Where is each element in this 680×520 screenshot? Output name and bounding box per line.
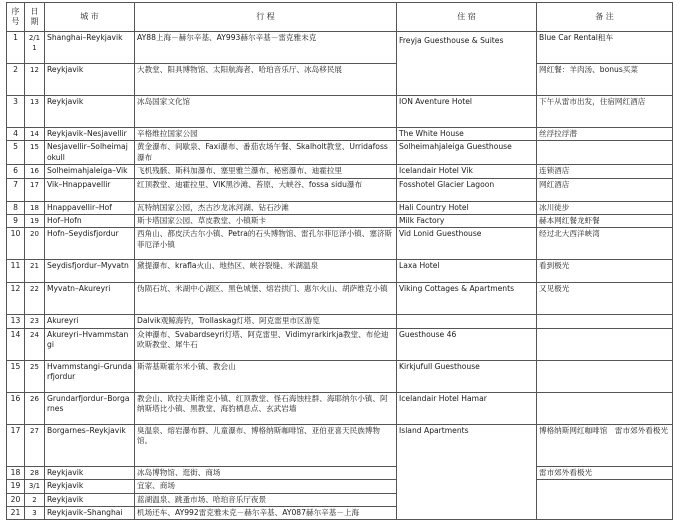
cell-note: 网红酒店	[537, 178, 673, 201]
cell-day: 14	[25, 128, 45, 141]
cell-day: 20	[25, 228, 45, 260]
cell-no: 9	[7, 215, 25, 228]
header-stay: 住 宿	[397, 3, 537, 32]
cell-city: Nesjavellir–Solheimajokull	[45, 141, 135, 165]
table-row	[7, 32, 673, 64]
cell-note: 连锁酒店	[537, 165, 673, 178]
cell-city: Grundarfjordur–Borgarnes	[45, 392, 135, 424]
cell-stay: Icelandair Hotel Vik	[397, 165, 537, 178]
cell-stay: Vid Lonid Guesthouse	[397, 228, 537, 260]
cell-city: Akureyri–Hvammstangi	[45, 328, 135, 360]
table-row	[7, 360, 673, 392]
cell-no: 3	[7, 96, 25, 128]
table-row	[7, 64, 673, 96]
cell-route: 蓝湖温泉、跳蚤市场、哈珀音乐厅夜景	[135, 493, 397, 506]
cell-route: 伪陨石坑、米湖中心湖区、黑色城堡、熔岩拱门、惠尔火山、胡萨维克小镇	[135, 283, 397, 315]
cell-no: 10	[7, 228, 25, 260]
cell-route: AY88上海－赫尔辛基、AY993赫尔辛基－雷克雅未克	[135, 32, 397, 64]
cell-note: 赫本网红餐龙虾餐	[537, 215, 673, 228]
cell-day: 18	[25, 201, 45, 214]
table-row	[7, 424, 673, 466]
cell-day: 17	[25, 178, 45, 201]
cell-no: 19	[7, 480, 25, 493]
cell-day: 22	[25, 283, 45, 315]
cell-day: 24	[25, 328, 45, 360]
cell-stay: Hali Country Hotel	[397, 201, 537, 214]
cell-stay: Fosshotel Glacier Lagoon	[397, 178, 537, 201]
cell-note	[537, 315, 673, 328]
cell-stay: Laxa Hotel	[397, 260, 537, 283]
cell-stay: Kirkjufull Guesthouse	[397, 360, 537, 392]
cell-stay: The White House	[397, 128, 537, 141]
cell-note	[537, 328, 673, 360]
cell-stay: Solheimahjaleiga Guesthouse	[397, 141, 537, 165]
cell-route: 臭温泉、熔岩瀑布群、儿童瀑布、博格纳斯咖啡馆、亚伯亚喜天民族博物馆。	[135, 424, 397, 466]
cell-day: 19	[25, 215, 45, 228]
cell-city: Reykjavik	[45, 96, 135, 128]
cell-route: 飞机残骸、斯科加瀑布、塞里雅兰瀑布、秘密瀑布、迪霍拉里	[135, 165, 397, 178]
cell-route: 黄金瀑布、间歇泉、Faxi瀑布、番茄农场午餐、Skalholt教堂、Urridafoss瀑布	[135, 141, 397, 165]
header-note: 备 注	[537, 3, 673, 32]
itinerary-table	[6, 2, 673, 520]
cell-no: 11	[7, 260, 25, 283]
table-row	[7, 141, 673, 165]
cell-city: Reykjavik–Shanghai	[45, 507, 135, 520]
cell-note: 看到极光	[537, 260, 673, 283]
cell-note	[537, 360, 673, 392]
cell-city: Akureyri	[45, 315, 135, 328]
cell-no: 4	[7, 128, 25, 141]
table-row	[7, 128, 673, 141]
cell-day: 16	[25, 165, 45, 178]
cell-stay: Icelandair Hotel Hamar	[397, 392, 537, 424]
cell-stay: Viking Cottages & Apartments	[397, 283, 537, 315]
table-row	[7, 392, 673, 424]
cell-note: Blue Car Rental租车	[537, 32, 673, 64]
cell-no: 6	[7, 165, 25, 178]
header-no: 序号	[7, 3, 25, 32]
cell-note	[537, 141, 673, 165]
header-route: 行 程	[135, 3, 397, 32]
cell-city: Reykjavik–Nesjavellir	[45, 128, 135, 141]
cell-day: 12	[25, 64, 45, 96]
cell-day: 28	[25, 466, 45, 479]
cell-route: Dalvik观鲸海钓，Trollaskag灯塔、阿克雷里市区游览	[135, 315, 397, 328]
table-row	[7, 328, 673, 360]
cell-day: 3/1	[25, 480, 45, 493]
cell-city: Seydisfjordur–Myvatn	[45, 260, 135, 283]
cell-stay: Milk Factory	[397, 215, 537, 228]
cell-route: 机场还车、AY992雷克雅未克－赫尔辛基、AY087赫尔辛基－上海	[135, 507, 397, 520]
cell-no: 15	[7, 360, 25, 392]
cell-no: 21	[7, 507, 25, 520]
table-row	[7, 283, 673, 315]
cell-city: Reykjavik	[45, 64, 135, 96]
cell-city: Hof–Hofn	[45, 215, 135, 228]
cell-note: 冰川徒步	[537, 201, 673, 214]
cell-city: Borgarnes–Reykjavik	[45, 424, 135, 466]
cell-route: 黛提瀑布、krafla火山、地热区、峡谷裂缝、米湖温泉	[135, 260, 397, 283]
cell-no: 18	[7, 466, 25, 479]
cell-stay: Island Apartments	[397, 424, 537, 520]
cell-city: Reykjavik	[45, 493, 135, 506]
table-row	[7, 96, 673, 128]
cell-day: 2/11	[25, 32, 45, 64]
table-row	[7, 466, 673, 479]
cell-note: 又见极光	[537, 283, 673, 315]
cell-city: Reykjavik	[45, 466, 135, 479]
cell-route: 西角山、都皮沃古尔小镇、Petra的石头博物馆、雷孔尔菲厄泽小镇、塞济斯菲厄泽小镇	[135, 228, 397, 260]
table-row	[7, 480, 673, 493]
table-row	[7, 215, 673, 228]
header-city: 城 市	[45, 3, 135, 32]
cell-city: Solheimahjaleiga–Vik	[45, 165, 135, 178]
header-day: 日期	[25, 3, 45, 32]
cell-no: 13	[7, 315, 25, 328]
cell-note: 雷市郊外看极光	[537, 466, 673, 479]
cell-note: 丝浮拉浮潜	[537, 128, 673, 141]
table-row	[7, 260, 673, 283]
cell-day: 15	[25, 141, 45, 165]
cell-stay: Guesthouse 46	[397, 328, 537, 360]
cell-no: 14	[7, 328, 25, 360]
cell-note: 下午从雷市出发，住宿网红酒店	[537, 96, 673, 128]
cell-day: 3	[25, 507, 45, 520]
cell-city: Myvatn–Akureyri	[45, 283, 135, 315]
itinerary-page	[6, 2, 678, 520]
cell-day: 23	[25, 315, 45, 328]
cell-route: 冰岛国家文化馆	[135, 96, 397, 128]
cell-no: 17	[7, 424, 25, 466]
cell-route: 瓦特纳国家公园，杰古沙龙冰河湖、钻石沙滩	[135, 201, 397, 214]
cell-note: 博格纳斯网红咖啡馆 雷市郊外看极光	[537, 424, 673, 466]
cell-route: 辛格维拉国家公园	[135, 128, 397, 141]
cell-no: 16	[7, 392, 25, 424]
cell-route: 冰岛博物馆、逛街、商场	[135, 466, 397, 479]
cell-no: 2	[7, 64, 25, 96]
cell-stay	[397, 315, 537, 328]
table-row	[7, 178, 673, 201]
cell-no: 12	[7, 283, 25, 315]
cell-no: 1	[7, 32, 25, 64]
cell-route: 宜家、商场	[135, 480, 397, 493]
cell-day: 27	[25, 424, 45, 466]
header-row	[7, 3, 673, 32]
cell-stay: ION Aventure Hotel	[397, 96, 537, 128]
cell-route: 教会山、欧拉夫斯维克小镇、红顶教堂、怪石海蚀柱群、海耶纳尔小镇、阿纳斯塔比小镇、黑教堂、海豹栖息点、玄武岩墙	[135, 392, 397, 424]
cell-city: Hnappavellir–Hof	[45, 201, 135, 214]
cell-day: 25	[25, 360, 45, 392]
cell-note: 网红餐：羊肉汤、bonus买菜	[537, 64, 673, 96]
cell-day: 13	[25, 96, 45, 128]
cell-route: 斯卡塔国家公园、草皮教堂、小镇斯卡	[135, 215, 397, 228]
cell-note: 经过北大西洋峡湾	[537, 228, 673, 260]
cell-stay: Freyja Guesthouse & Suites	[397, 32, 537, 96]
cell-city: Hofn–Seydisfjordur	[45, 228, 135, 260]
cell-day: 26	[25, 392, 45, 424]
cell-city: Hvammstangi–Grundarfjordur	[45, 360, 135, 392]
cell-city: Vik–Hnappavellir	[45, 178, 135, 201]
cell-no: 8	[7, 201, 25, 214]
cell-route: 大教堂、阳具博物馆、太阳航海者、哈珀音乐厅、冰岛移民展	[135, 64, 397, 96]
table-row	[7, 201, 673, 214]
cell-day: 21	[25, 260, 45, 283]
table-row	[7, 315, 673, 328]
cell-note	[537, 392, 673, 424]
cell-no: 20	[7, 493, 25, 506]
cell-note	[537, 480, 673, 520]
cell-day: 2	[25, 493, 45, 506]
cell-city: Shanghai–Reykjavik	[45, 32, 135, 64]
cell-city: Reykjavik	[45, 480, 135, 493]
cell-route: 众神瀑布、Svabardseyri灯塔、阿克雷里、Vidimyrarkirkja教堂、布伦迪欧斯教堂、犀牛石	[135, 328, 397, 360]
cell-no: 5	[7, 141, 25, 165]
cell-route: 斯蒂基斯霍尔米小镇、教会山	[135, 360, 397, 392]
cell-no: 7	[7, 178, 25, 201]
cell-route: 红顶教堂、迪霍拉里、VIK黑沙滩、苔原、大峡谷、fossa sidu瀑布	[135, 178, 397, 201]
table-row	[7, 228, 673, 260]
table-row	[7, 165, 673, 178]
